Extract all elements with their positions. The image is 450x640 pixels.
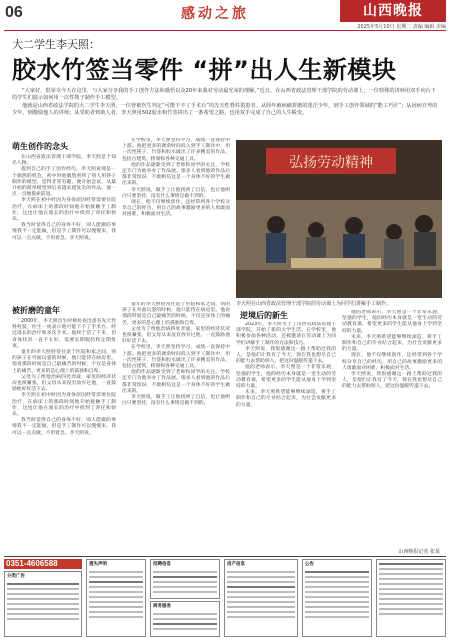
section-banner — [160, 3, 270, 23]
section-title: 感动之旅 — [181, 6, 249, 22]
page-header — [0, 0, 450, 30]
paragraph: 童年的李天照经常往返于医院和家之间，别的孩子在外面玩耍的时候，他只能待在病房里。他说那段时间是自己最痛苦的时候，不仅是身体上的痛苦，更多的是心理上的孤独和自卑。 — [122, 302, 230, 326]
paragraph: 我当时觉得自己的身体不好，别人能做的事情我不一定能做，但是手工制作可以慢慢来，我可以一点点做，不用着急。李天照说。 — [12, 418, 116, 436]
paragraph: 现在，他不仅继续创作，还经常到各个学校分享自己的经历，用自己的故事激励更多的人勇敢面对困难，积极面对生活。 — [122, 200, 230, 218]
paragraph: 现在，他不仅继续创作，还经常到各个学校分享自己的经历，用自己的故事激励更多的人勇敢面对困难，积极面对生活。 — [342, 353, 442, 371]
paragraph: 未来，李天照希望能够继续深造，将手工制作和自己的专业结合起来，为社会贡献更多的力量。 — [236, 390, 336, 408]
dateline: 2025年5月10日 星期二 责编 编辑 美编 — [357, 24, 446, 30]
header-divider — [4, 30, 446, 31]
ad-block — [86, 559, 146, 637]
paragraph: 他的老师表示，李天照是一个非常乐观、坚强的学生，他的经历本身就是一堂生动的劳动教育课，希望更多的学生能从他身上学到坚持的力量。 — [236, 365, 336, 390]
ad-heading: 商务服务 — [153, 604, 171, 609]
section-heading: 逆境后的新生 — [240, 311, 288, 320]
article-column — [12, 138, 116, 298]
section-heading: 萌生创作的念头 — [12, 142, 68, 151]
ad-block — [224, 559, 298, 637]
photo-caption: 李天照在山西省政法管理干部学院的劳动课上为同学们讲解手工制作。 — [236, 301, 392, 307]
ad-phone-number: 0351-4606588 — [4, 559, 82, 569]
ad-block — [302, 559, 372, 637]
ad-block — [150, 601, 220, 637]
paragraph: 提到自己的手工创作经历，李天照说那是一个偶然的机会，初中时他偶然看到了别人用筷子制作的模型，觉得非常有趣，便开始尝试，从最开始的简单模型到后来越来越复杂的作品，他一点一点地摸索前进。 — [12, 167, 116, 198]
paragraph: 在学校里，李天照坚持学习，成绩一直保持中上游。他把更多的课余时间投入到手工制作中，用一次性筷子、竹签和胶水做出了许多精美的作品，包括古建筑、桥梁和各种交通工具。 — [122, 345, 230, 370]
section-heading: 被折磨的童年 — [12, 306, 60, 315]
article-lead — [12, 88, 438, 117]
paragraph: 他的作品逐渐受到了老师和同学的关注，学校还专门为他举办了作品展。很多人看到他的作品后都非常惊讶，不敢相信这是一个身体不好的学生做出来的。 — [122, 370, 230, 394]
page-number: 06 — [5, 4, 23, 21]
article-column — [236, 322, 336, 546]
paragraph: 他的老师表示，李天照是一个非常乐观、坚强的学生，他的经历本身就是一堂生动的劳动教育课，希望更多的学生能从他身上学到坚持的力量。 — [342, 310, 442, 334]
article-headline: 胶水竹签当零件 “拼”出人生新模块 — [12, 56, 397, 84]
paragraph: 在学校里，李天照坚持学习，成绩一直保持中上游。他把更多的课余时间投入到手工制作中，用一次性筷子、竹签和胶水做出了许多精美的作品，包括古建筑、桥梁和各种交通工具。 — [122, 138, 230, 162]
paragraph: 李天照说，做手工让他找到了自信，也让他明白只要坚持，没有什么事情是做不到的。 — [122, 187, 230, 199]
paragraph: 2000年，李天照出生时被检查出患有先天性脊柱裂，医生一度表示他可能下不了手术台。经过漫长的治疗和多次手术，他终于活了下来，但身体状况一直不太好，需要长期服药和定期复查。 — [12, 319, 116, 349]
paragraph: 李天照说，我很感谢这一路上帮助过我的人，是他们让我有了今天，现在我也想尽自己的能力去帮助别人，把这份温暖传递下去。 — [342, 372, 442, 390]
ad-block — [4, 571, 82, 637]
lead-paragraph: 他就是山西省政法学院的大二学生李天照，一位曾被医生判定“可能下不了手术台”的先天性脊柱裂患者。从简年被病痛折磨的迷茫少年，到手工创作领域的“能工巧匠”；从因病自卑的少年，到激励他人的讲师；从受助者到助人者，李天照用502胶水和竹签拼出了一条希望之路，也用双手完成了自己的人生蜕变。 — [12, 103, 438, 116]
article-column — [122, 302, 230, 546]
paragraph: 李天照说，做手工让他找到了自信，也让他明白只要坚持，没有什么事情是做不到的。 — [122, 395, 230, 407]
paragraph: 未来，李天照希望能够继续深造，将手工制作和自己的专业结合起来，为社会贡献更多的力量。 — [342, 334, 442, 353]
byline: 山西晚报记者 张某 — [398, 549, 440, 555]
paragraph: 父母为了给他治病四处奔波，家里的经济状况也很紧张，但父母从来没有放弃过他，一直鼓励他好好活下去。 — [122, 326, 230, 345]
photo-banner-text: 弘扬劳动精神 — [289, 155, 373, 171]
paragraph: 在山西省政法管理干部学院，李天照是个知名人物。 — [12, 155, 116, 167]
classified-ads — [4, 556, 446, 638]
ad-block — [376, 559, 446, 637]
ad-heading: 招聘信息 — [153, 562, 171, 567]
paragraph: 童年的李天照经常往返于医院和家之间，别的孩子在外面玩耍的时候，他只能待在病房里。他说那段时间是自己最痛苦的时候，不仅是身体上的痛苦，更多的是心理上的孤独和自卑。 — [12, 350, 116, 374]
paragraph: 2023年，李天照考上了山西省政法管理干部学院，开始了新的大学生活。在学校里，他积极参加各种活动，还被邀请在劳动课上为同学们讲解手工制作的方法和技巧。 — [236, 322, 336, 346]
classroom-photo — [236, 140, 442, 298]
paragraph: 李天照说，我很感谢这一路上帮助过我的人，是他们让我有了今天，现在我也想尽自己的能力去帮助别人，把这份温暖传递下去。 — [236, 346, 336, 365]
article-column — [12, 302, 116, 546]
ad-heading: 公告 — [305, 562, 314, 567]
article-subtitle: 大二学生李天照： — [12, 38, 100, 51]
ad-heading: 分类广告 — [7, 574, 25, 579]
paragraph: 李天照在初中时因为身体原因经常需要住院治疗，在病床上的那段时间他开始接触手工制作，这也让他在漫长的治疗中找到了寄托和快乐。 — [12, 393, 116, 418]
ad-block — [150, 559, 220, 599]
article-photo — [236, 140, 442, 298]
lead-paragraph: “大家好，很荣幸今天在这里，与大家分享我的手工创作方法和感悟以及20年来我对劳动最光荣的理解。”近日，在山西省政法管理干部学院的劳动课上，一位特殊的讲师用双手向台下的学生们演示如何用一次性筷子制作手工模型。 — [12, 88, 437, 101]
masthead-logo: 山西晚报 — [340, 0, 446, 22]
paragraph: 他的作品逐渐受到了老师和同学的关注，学校还专门为他举办了作品展。很多人看到他的作品后都非常惊讶，不敢相信这是一个身体不好的学生做出来的。 — [122, 162, 230, 187]
article-column — [122, 138, 230, 298]
paragraph: 李天照在初中时因为身体原因经常需要住院治疗，在病床上的那段时间他开始接触手工制作，这也让他在漫长的治疗中找到了寄托和快乐。 — [12, 198, 116, 223]
ad-heading: 房产信息 — [227, 562, 245, 567]
paragraph: 我当时觉得自己的身体不好，别人能做的事情我不一定能做，但是手工制作可以慢慢来，我可以一点点做，不用着急。李天照说。 — [12, 223, 116, 241]
article-column — [342, 310, 442, 546]
ad-heading: 遗失声明 — [89, 562, 107, 567]
paragraph: 父母为了给他治病四处奔波，家里的经济状况也很紧张，但父母从来没有放弃过他，一直鼓励他好好活下去。 — [12, 374, 116, 393]
